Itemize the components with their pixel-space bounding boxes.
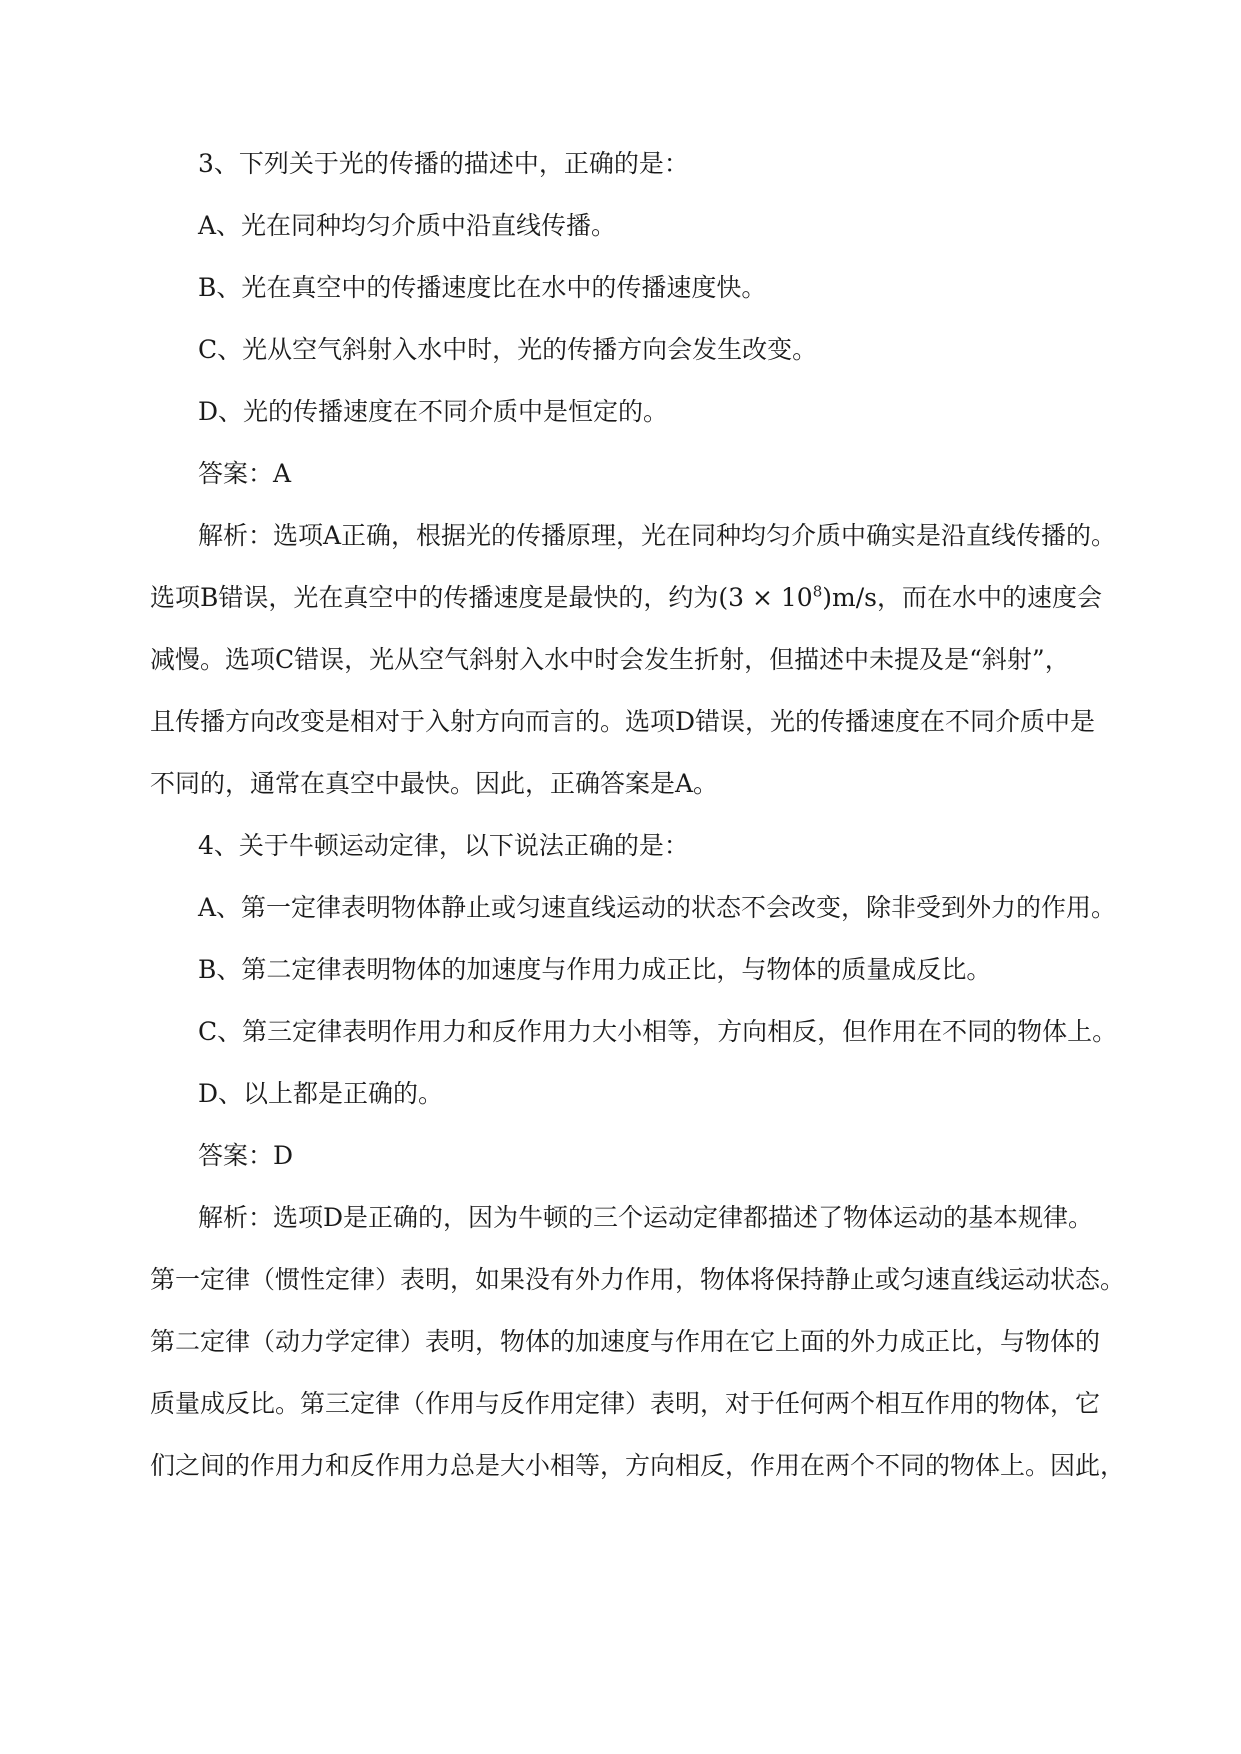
question-4-title: 4、关于牛顿运动定律，以下说法正确的是： <box>198 831 689 860</box>
question-4-explanation-line-1: 解析：选项D是正确的，因为牛顿的三个运动定律都描述了物体运动的基本规律。 <box>198 1203 1094 1232</box>
question-4-option-c: C、第三定律表明作用力和反作用力大小相等，方向相反，但作用在不同的物体上。 <box>198 1017 1118 1046</box>
question-3-option-c: C、光从空气斜射入水中时，光的传播方向会发生改变。 <box>198 335 818 364</box>
question-3-option-b: B、光在真空中的传播速度比在水中的传播速度快。 <box>198 273 767 302</box>
question-4-explanation-line-2: 第一定律（惯性定律）表明，如果没有外力作用，物体将保持静止或匀速直线运动状态。 <box>150 1265 1126 1294</box>
question-3-option-d: D、光的传播速度在不同介质中是恒定的。 <box>198 397 669 426</box>
question-4-explanation-line-5: 们之间的作用力和反作用力总是大小相等，方向相反，作用在两个不同的物体上。因此， <box>150 1451 1126 1480</box>
question-4-explanation-line-3: 第二定律（动力学定律）表明，物体的加速度与作用在它上面的外力成正比，与物体的 <box>150 1327 1101 1356</box>
question-4-option-a: A、第一定律表明物体静止或匀速直线运动的状态不会改变，除非受到外力的作用。 <box>198 893 1117 922</box>
question-3-explanation-line-1: 解析：选项A正确，根据光的传播原理，光在同种均匀介质中确实是沿直线传播的。 <box>198 521 1117 550</box>
question-4-explanation-line-4: 质量成反比。第三定律（作用与反作用定律）表明，对于任何两个相互作用的物体，它 <box>150 1389 1101 1418</box>
question-4-option-d: D、以上都是正确的。 <box>198 1079 444 1108</box>
question-3-answer: 答案：A <box>198 459 292 488</box>
explanation-text: 选项B错误，光在真空中的传播速度是最快的，约为(3 × 10 <box>150 583 813 612</box>
question-4-option-b: B、第二定律表明物体的加速度与作用力成正比，与物体的质量成反比。 <box>198 955 992 984</box>
exponent: 8 <box>812 582 823 601</box>
question-4-answer: 答案：D <box>198 1141 294 1170</box>
question-3-explanation-line-4: 且传播方向改变是相对于入射方向而言的。选项D错误，光的传播速度在不同介质中是 <box>150 707 1096 736</box>
question-3-option-a: A、光在同种均匀介质中沿直线传播。 <box>198 211 617 240</box>
question-3-explanation-line-2 <box>150 582 1102 614</box>
explanation-text: )m/s，而在水中的速度会 <box>822 583 1102 612</box>
question-3-explanation-line-5: 不同的，通常在真空中最快。因此，正确答案是A。 <box>150 769 719 798</box>
question-3-explanation-line-3: 减慢。选项C错误，光从空气斜射入水中时会发生折射，但描述中未提及是“斜射”， <box>150 645 1070 674</box>
question-3-title: 3、下列关于光的传播的描述中，正确的是： <box>198 149 689 178</box>
